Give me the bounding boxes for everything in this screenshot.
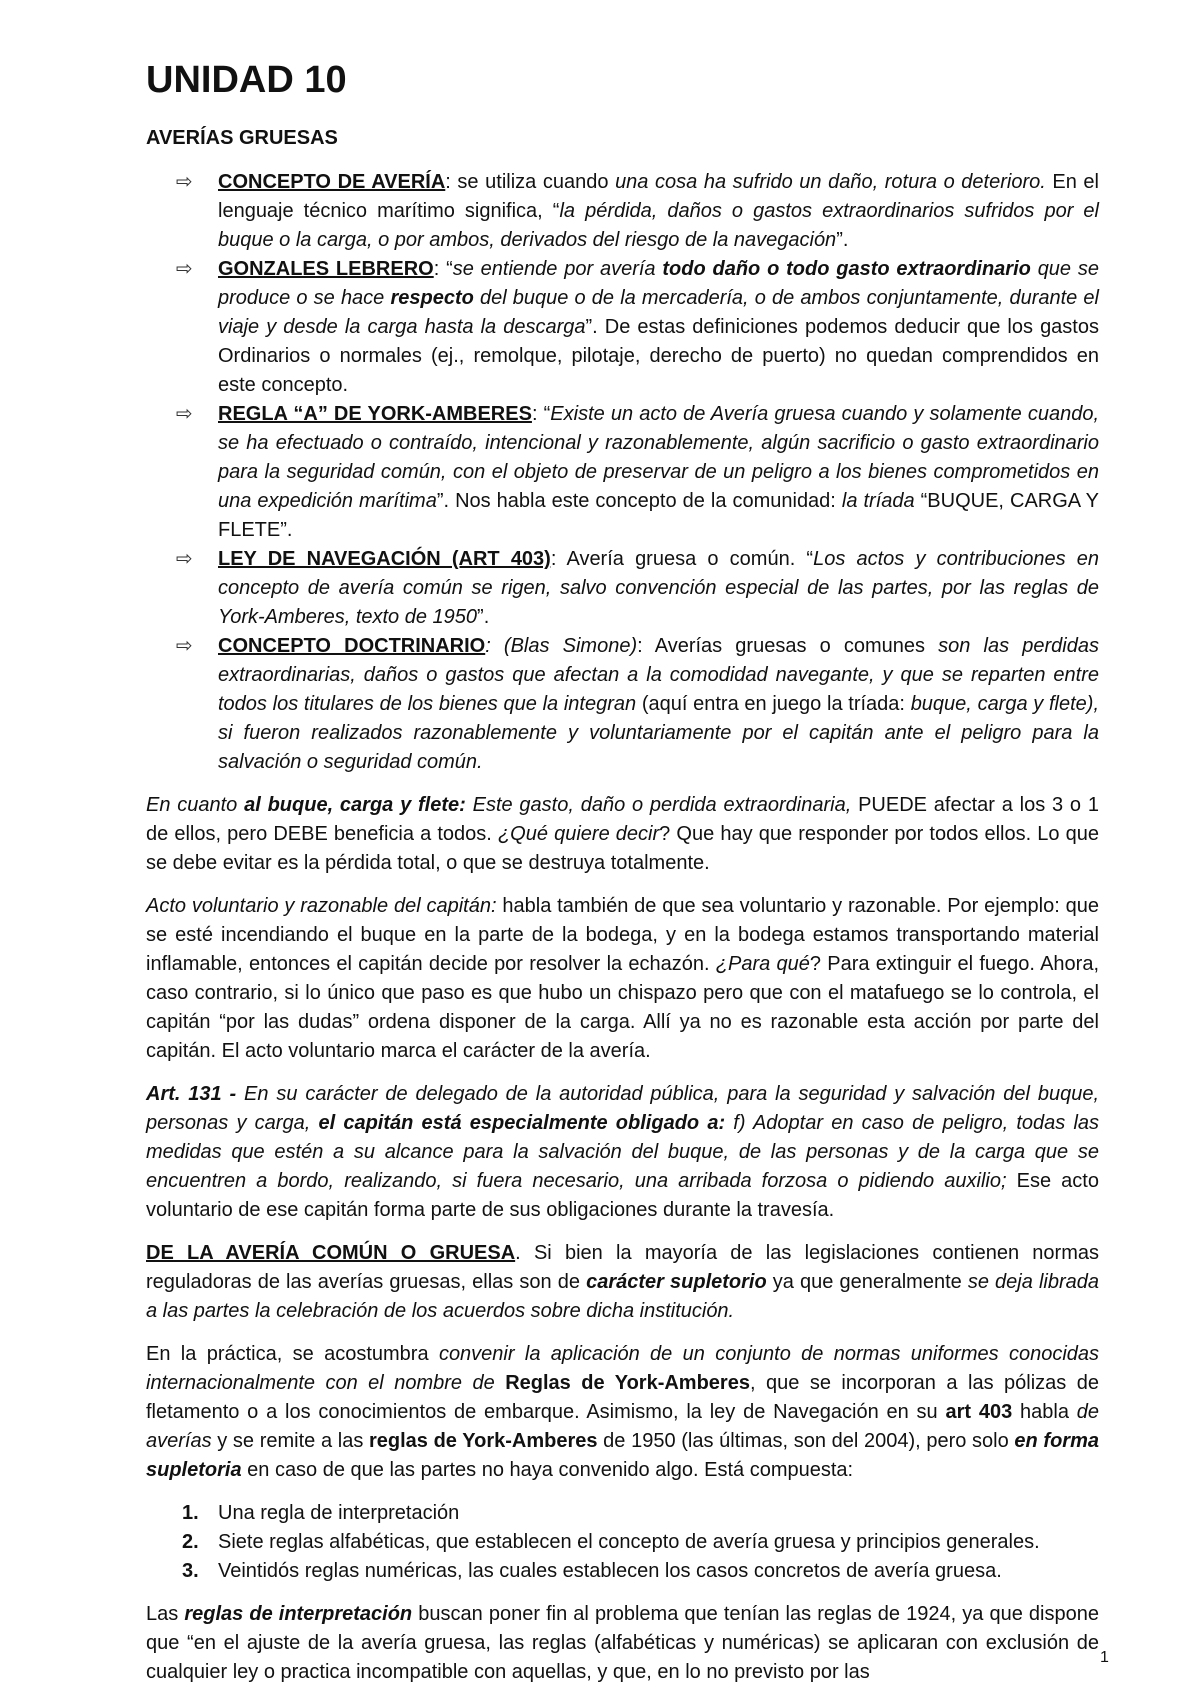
definition-label: CONCEPTO DE AVERÍA [218, 171, 446, 193]
definition-item-regla-a: ⇨ REGLA “A” DE YORK-AMBERES: “Existe un acto de Avería gruesa cuando y solamente cuando, se ha efectuado o contraído, intencional y razonablemente, algún sacrificio o gasto extraordinario para la seguridad común, con el objeto de preservar de un peligro a los bienes comprometidos en una expedición marítima”. Nos habla este concepto de la comunidad: la tríada “BUQUE, CARGA Y FLETE”. [146, 400, 1099, 545]
list-item: 3. Veintidós reglas numéricas, las cuales establecen los casos concretos de avería gruesa. [182, 1560, 1002, 1582]
definition-item-concepto-averia: ⇨ CONCEPTO DE AVERÍA: se utiliza cuando una cosa ha sufrido un daño, rotura o deterioro. En el lenguaje técnico marítimo significa, “la pérdida, daños o gastos extraordinarios sufridos por el buque o la carga, o por ambos, derivados del riesgo de la navegación”. [146, 168, 1099, 255]
list-item: 1. Una regla de interpretación [182, 1502, 460, 1524]
paragraph-acto-voluntario: Acto voluntario y razonable del capitán: habla también de que sea voluntario y razonable. Por ejemplo: que se esté incendiando el buque en la parte de la bodega, y en la bodega estamos transportando material inflamable, entonces el capitán decide por resolver la echazón. ¿Para qué? Para extinguir el fuego. Ahora, caso contrario, si lo único que paso es que hubo un chispazo pero que con el matafuego se lo controla, el capitán “por las dudas” ordena disponer de la carga. Allí ya no es razonable esta acción por parte del capitán. El acto voluntario marca el carácter de la avería. [146, 895, 1100, 1062]
definition-item-concepto-doctrinario: ⇨ CONCEPTO DOCTRINARIO: (Blas Simone): Averías gruesas o comunes son las perdidas extraordinarias, daños o gastos que afectan a la comodidad navegante, y que se reparten entre todos los titulares de los bienes que la integran (aquí entra en juego la tríada: buque, carga y flete), si fueron realizados razonablemente y voluntariamente por el capitán ante el peligro para la salvación o seguridad común. [146, 632, 1099, 777]
arrow-right-icon: ⇨ [176, 171, 193, 193]
arrow-right-icon: ⇨ [176, 258, 193, 280]
paragraph-en-la-practica: En la práctica, se acostumbra convenir la aplicación de un conjunto de normas uniformes conocidas internacionalmente con el nombre de Reglas de York-Amberes, que se incorporan a las pólizas de fletamento o a los conocimientos de embarque. Asimismo, la ley de Navegación en su art 403 habla de averías y se remite a las reglas de York-Amberes de 1950 (las últimas, son del 2004), pero solo en forma supletoria en caso de que las partes no haya convenido algo. Está compuesta: [146, 1343, 1100, 1481]
page-number: 1 [1100, 1649, 1109, 1666]
definition-label: REGLA “A” DE YORK-AMBERES [218, 403, 532, 425]
definition-item-gonzales-lebrero: ⇨ GONZALES LEBRERO: “se entiende por avería todo daño o todo gasto extraordinario que se produce o se hace respecto del buque o de la mercadería, o de ambos conjuntamente, durante el viaje y desde la carga hasta la descarga”. De estas definiciones podemos deducir que los gastos Ordinarios o normales (ej., remolque, pilotaje, derecho de puerto) no quedan comprendidos en este concepto. [146, 255, 1099, 400]
paragraph-art-131: Art. 131 - En su carácter de delegado de la autoridad pública, para la seguridad y salvación del buque, personas y carga, el capitán está especialmente obligado a: f) Adoptar en caso de peligro, todas las medidas que estén a su alcance para la salvación del buque, de las personas y de la carga que se encuentren a bordo, realizando, si fuera necesario, una arribada forzosa o pidiendo auxilio; Ese acto voluntario de ese capitán forma parte de sus obligaciones durante la travesía. [146, 1083, 1100, 1221]
page-title: UNIDAD 10 [146, 59, 347, 101]
definition-label: GONZALES LEBRERO [218, 258, 434, 280]
definitions-list [146, 168, 1099, 777]
section-label: DE LA AVERÍA COMÚN O GRUESA [146, 1242, 516, 1264]
document-body [146, 168, 1099, 1701]
paragraph-averia-comun: DE LA AVERÍA COMÚN O GRUESA. Si bien la mayoría de las legislaciones contienen normas reguladoras de las averías gruesas, ellas son de carácter supletorio ya que generalmente se deja librada a las partes la celebración de los acuerdos sobre dicha institución. [146, 1242, 1099, 1322]
list-item: 2. Siete reglas alfabéticas, que establecen el concepto de avería gruesa y principios generales. [182, 1531, 1040, 1553]
paragraph-reglas-interpretacion: Las reglas de interpretación buscan poner fin al problema que tenían las reglas de 1924, ya que dispone que “en el ajuste de la avería gruesa, las reglas (alfabéticas y numéricas) se aplicaran con exclusión de cualquier ley o practica incompatible con aquellas, y que, en lo no previsto por las [146, 1603, 1099, 1683]
section-subtitle: AVERÍAS GRUESAS [146, 127, 338, 149]
definition-item-ley-navegacion: ⇨ LEY DE NAVEGACIÓN (ART 403): Avería gruesa o común. “Los actos y contribuciones en concepto de avería común se rigen, salvo convención especial de las partes, por las reglas de York-Amberes, texto de 1950”. [146, 545, 1099, 632]
arrow-right-icon: ⇨ [176, 635, 193, 657]
paragraph-buque-carga-flete: En cuanto al buque, carga y flete: Este gasto, daño o perdida extraordinaria, PUEDE afectar a los 3 o 1 de ellos, pero DEBE beneficia a todos. ¿Qué quiere decir? Que hay que responder por todos ellos. Lo que se debe evitar es la pérdida total, o que se destruya totalmente. [146, 794, 1100, 874]
arrow-right-icon: ⇨ [176, 403, 193, 425]
rules-list [146, 1499, 1099, 1586]
definition-label: LEY DE NAVEGACIÓN (ART 403) [218, 548, 551, 570]
arrow-right-icon: ⇨ [176, 548, 193, 570]
definition-label: CONCEPTO DOCTRINARIO [218, 635, 486, 657]
